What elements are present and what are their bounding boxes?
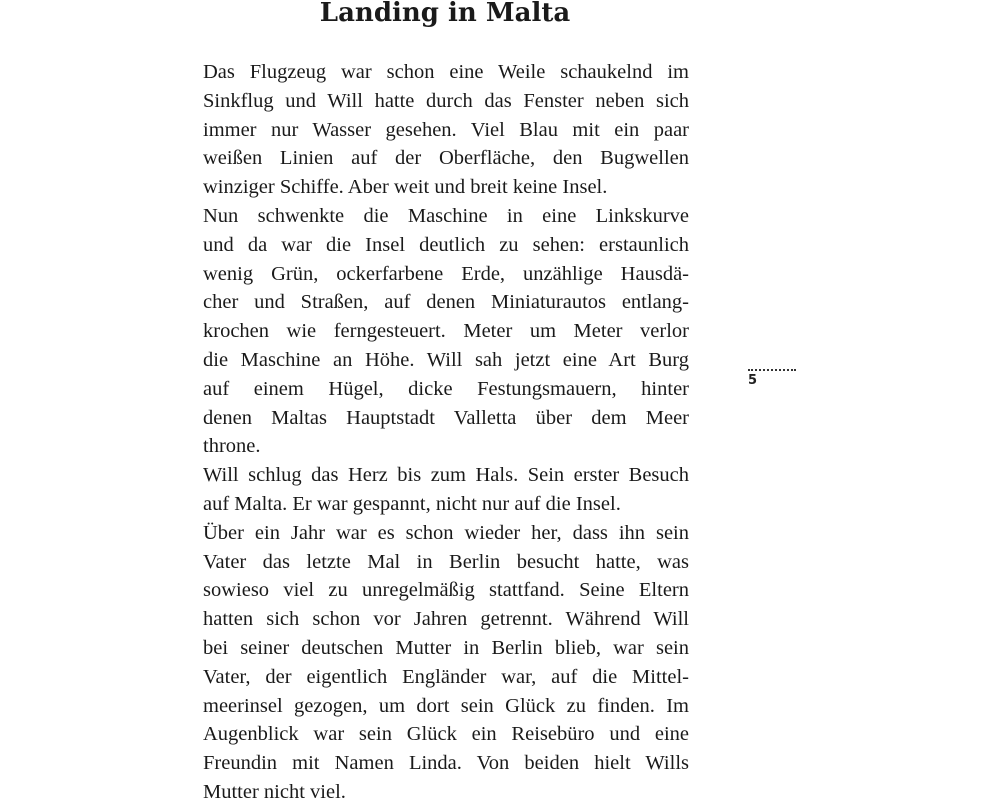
text-line: Vater das letzte Mal in Berlin besucht hatte, was (203, 550, 689, 573)
text-line: bei seiner deutschen Mutter in Berlin blieb, war sein (203, 636, 689, 659)
body-text (203, 58, 689, 807)
text-line: meerinsel gezogen, um dort sein Glück zu finden. Im (203, 694, 689, 717)
text-line: winziger Schiffe. Aber weit und breit keine Insel. (203, 176, 608, 199)
text-line: denen Maltas Hauptstadt Valletta über dem Meer (203, 406, 689, 429)
text-line: cher und Straßen, auf denen Miniaturautos entlang- (203, 291, 689, 314)
paragraph (203, 519, 689, 807)
paragraph (203, 202, 689, 461)
text-line: Will schlug das Herz bis zum Hals. Sein erster Besuch (203, 464, 689, 487)
text-line: Mutter nicht viel. (203, 780, 346, 803)
text-line: wenig Grün, ockerfarbene Erde, unzählige Hausdä- (203, 262, 689, 285)
text-line: throne. (203, 435, 261, 458)
text-line: und da war die Insel deutlich zu sehen: erstaunlich (203, 233, 689, 256)
text-line: Nun schwenkte die Maschine in eine Linkskurve (203, 204, 689, 227)
chapter-title: Landing in Malta (319, 0, 571, 28)
text-line: hatten sich schon vor Jahren getrennt. Während Will (203, 608, 689, 631)
text-line: Über ein Jahr war es schon wieder her, dass ihn sein (203, 521, 689, 544)
text-line: Das Flugzeug war schon eine Weile schaukelnd im (203, 61, 689, 83)
text-line: sowieso viel zu unregelmäßig stattfand. Seine Eltern (203, 579, 689, 602)
text-line: die Maschine an Höhe. Will sah jetzt eine Art Burg (203, 348, 689, 371)
text-line: weißen Linien auf der Oberfläche, den Bugwellen (203, 147, 689, 170)
text-line: Sinkflug und Will hatte durch das Fenster neben sich (203, 89, 689, 112)
text-line: auf einem Hügel, dicke Festungsmauern, hinter (203, 377, 689, 400)
page-number-marker (748, 369, 798, 389)
text-line: Freundin mit Namen Linda. Von beiden hielt Wills (203, 752, 689, 775)
paragraph (203, 58, 689, 202)
text-line: auf Malta. Er war gespannt, nicht nur auf die Insel. (203, 492, 621, 515)
text-line: krochen wie ferngesteuert. Meter um Meter verlor (203, 320, 689, 343)
page-number: 5 (748, 373, 758, 388)
dotted-rule (748, 369, 796, 371)
text-line: Vater, der eigentlich Engländer war, auf die Mittel- (203, 665, 689, 688)
text-line: immer nur Wasser gesehen. Viel Blau mit ein paar (203, 118, 689, 141)
paragraph (203, 461, 689, 519)
text-line: Augenblick war sein Glück ein Reisebüro und eine (203, 723, 689, 746)
